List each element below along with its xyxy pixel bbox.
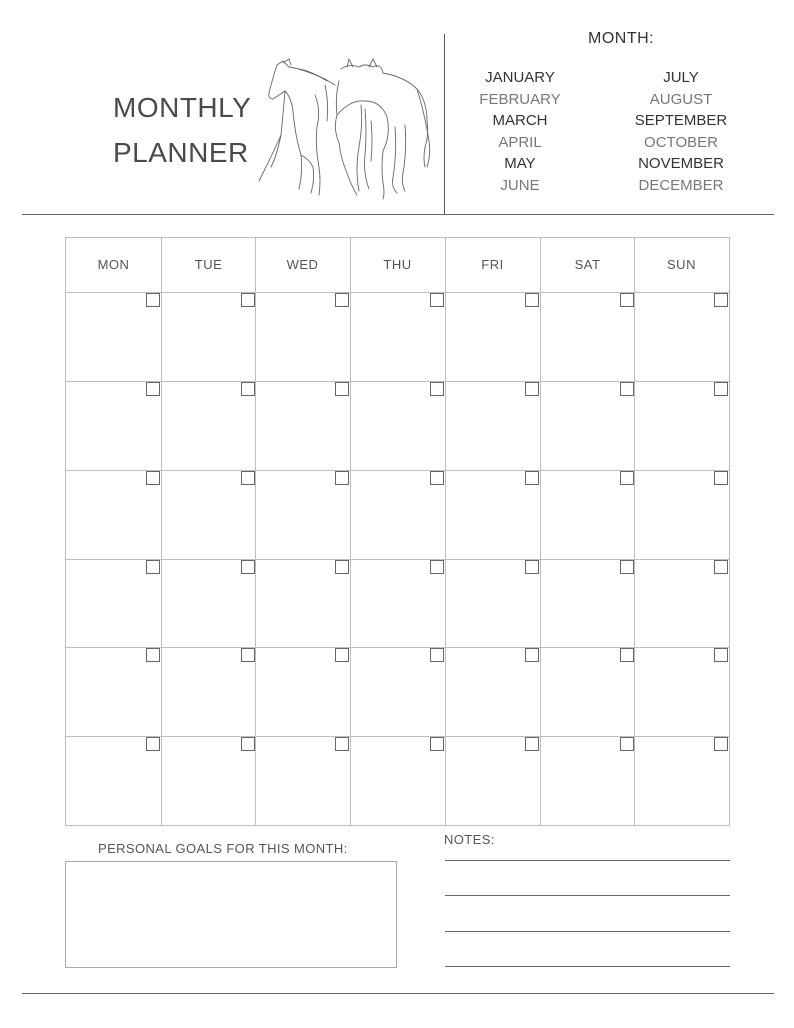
day-cell[interactable] <box>350 381 445 470</box>
month-option-november[interactable]: NOVEMBER <box>638 155 724 173</box>
day-cell[interactable] <box>445 647 540 736</box>
day-cell[interactable] <box>161 559 256 648</box>
title-planner: PLANNER <box>113 137 249 168</box>
day-checkbox[interactable] <box>241 471 255 485</box>
day-checkbox[interactable] <box>430 737 444 751</box>
day-checkbox[interactable] <box>241 382 255 396</box>
day-cell[interactable] <box>350 559 445 648</box>
day-cell[interactable] <box>66 647 161 736</box>
day-header-sat: SAT <box>574 257 601 272</box>
day-cell[interactable] <box>540 292 635 381</box>
notes-line[interactable] <box>445 966 730 967</box>
day-cell[interactable] <box>445 470 540 559</box>
day-cell[interactable] <box>161 470 256 559</box>
month-option-april[interactable]: APRIL <box>498 133 542 151</box>
notes-label: NOTES: <box>444 832 495 847</box>
day-checkbox[interactable] <box>714 737 728 751</box>
day-checkbox[interactable] <box>525 560 539 574</box>
day-header-mon: MON <box>97 257 130 272</box>
day-cell[interactable] <box>634 647 729 736</box>
day-checkbox[interactable] <box>146 471 160 485</box>
day-checkbox[interactable] <box>430 648 444 662</box>
day-checkbox[interactable] <box>430 382 444 396</box>
day-cell[interactable] <box>350 647 445 736</box>
day-cell[interactable] <box>350 470 445 559</box>
day-checkbox[interactable] <box>620 382 634 396</box>
month-option-january[interactable]: JANUARY <box>485 69 555 86</box>
day-cell[interactable] <box>350 292 445 381</box>
day-checkbox[interactable] <box>146 737 160 751</box>
title-monthly: MONTHLY <box>113 92 252 123</box>
month-option-may[interactable]: MAY <box>504 155 536 173</box>
day-checkbox[interactable] <box>620 560 634 574</box>
day-checkbox[interactable] <box>335 471 349 485</box>
month-option-june[interactable]: JUNE <box>500 176 540 194</box>
day-cell[interactable] <box>66 381 161 470</box>
month-option-july[interactable]: JULY <box>663 69 699 86</box>
calendar-grid <box>65 237 730 826</box>
day-cell[interactable] <box>540 647 635 736</box>
month-list-right <box>606 67 756 197</box>
day-checkbox[interactable] <box>525 293 539 307</box>
notes-line[interactable] <box>445 895 730 896</box>
day-checkbox[interactable] <box>241 737 255 751</box>
month-option-february[interactable]: FEBRUARY <box>479 90 561 108</box>
day-cell[interactable] <box>255 292 350 381</box>
day-cell[interactable] <box>445 559 540 648</box>
day-checkbox[interactable] <box>430 560 444 574</box>
day-checkbox[interactable] <box>335 293 349 307</box>
day-checkbox[interactable] <box>620 737 634 751</box>
day-cell[interactable] <box>445 292 540 381</box>
notes-line[interactable] <box>445 860 730 861</box>
day-checkbox[interactable] <box>525 471 539 485</box>
day-checkbox[interactable] <box>620 648 634 662</box>
day-checkbox[interactable] <box>241 648 255 662</box>
day-header-wed: WED <box>286 257 319 272</box>
day-checkbox[interactable] <box>714 560 728 574</box>
day-header-tue: TUE <box>194 257 223 272</box>
day-header-thu: THU <box>383 257 412 272</box>
day-checkbox[interactable] <box>714 471 728 485</box>
day-cell[interactable] <box>255 736 350 825</box>
day-cell[interactable] <box>66 292 161 381</box>
day-cell[interactable] <box>350 736 445 825</box>
month-option-december[interactable]: DECEMBER <box>638 176 724 194</box>
day-cell[interactable] <box>540 381 635 470</box>
day-cell[interactable] <box>66 736 161 825</box>
day-cell[interactable] <box>634 470 729 559</box>
day-checkbox[interactable] <box>430 471 444 485</box>
day-cell[interactable] <box>66 470 161 559</box>
day-checkbox[interactable] <box>525 382 539 396</box>
day-cell[interactable] <box>255 647 350 736</box>
footer-divider <box>22 993 774 994</box>
day-cell[interactable] <box>445 381 540 470</box>
day-checkbox[interactable] <box>146 648 160 662</box>
day-cell[interactable] <box>634 736 729 825</box>
day-cell[interactable] <box>255 559 350 648</box>
day-cell[interactable] <box>161 736 256 825</box>
day-checkbox[interactable] <box>335 382 349 396</box>
day-cell[interactable] <box>161 647 256 736</box>
day-checkbox[interactable] <box>146 293 160 307</box>
day-checkbox[interactable] <box>241 293 255 307</box>
day-cell[interactable] <box>634 381 729 470</box>
day-checkbox[interactable] <box>335 648 349 662</box>
day-cell[interactable] <box>634 292 729 381</box>
day-cell[interactable] <box>255 470 350 559</box>
day-checkbox[interactable] <box>241 560 255 574</box>
month-list-left <box>445 67 595 197</box>
horses-illustration <box>255 55 435 203</box>
day-cell[interactable] <box>255 381 350 470</box>
month-option-march[interactable]: MARCH <box>492 112 548 130</box>
day-cell[interactable] <box>540 736 635 825</box>
day-checkbox[interactable] <box>714 293 728 307</box>
day-header-fri: FRI <box>481 257 504 272</box>
day-checkbox[interactable] <box>335 737 349 751</box>
day-cell[interactable] <box>445 736 540 825</box>
day-cell[interactable] <box>161 292 256 381</box>
day-cell[interactable] <box>161 381 256 470</box>
month-option-september[interactable]: SEPTEMBER <box>634 112 728 130</box>
day-checkbox[interactable] <box>525 737 539 751</box>
day-checkbox[interactable] <box>146 382 160 396</box>
day-cell[interactable] <box>634 559 729 648</box>
day-checkbox[interactable] <box>714 648 728 662</box>
day-checkbox[interactable] <box>620 293 634 307</box>
day-cell[interactable] <box>66 559 161 648</box>
day-checkbox[interactable] <box>714 382 728 396</box>
header-bottom-divider <box>22 214 774 215</box>
day-checkbox[interactable] <box>620 471 634 485</box>
day-header-sun: SUN <box>667 257 696 272</box>
day-checkbox[interactable] <box>430 293 444 307</box>
day-cell[interactable] <box>540 470 635 559</box>
day-cell[interactable] <box>540 559 635 648</box>
day-checkbox[interactable] <box>525 648 539 662</box>
month-option-august[interactable]: AUGUST <box>649 90 713 108</box>
day-checkbox[interactable] <box>146 560 160 574</box>
goals-label: PERSONAL GOALS FOR THIS MONTH: <box>98 841 348 856</box>
goals-box[interactable] <box>65 861 397 968</box>
notes-line[interactable] <box>445 931 730 932</box>
month-label: MONTH: <box>588 30 655 47</box>
month-option-october[interactable]: OCTOBER <box>644 133 718 151</box>
day-checkbox[interactable] <box>335 560 349 574</box>
